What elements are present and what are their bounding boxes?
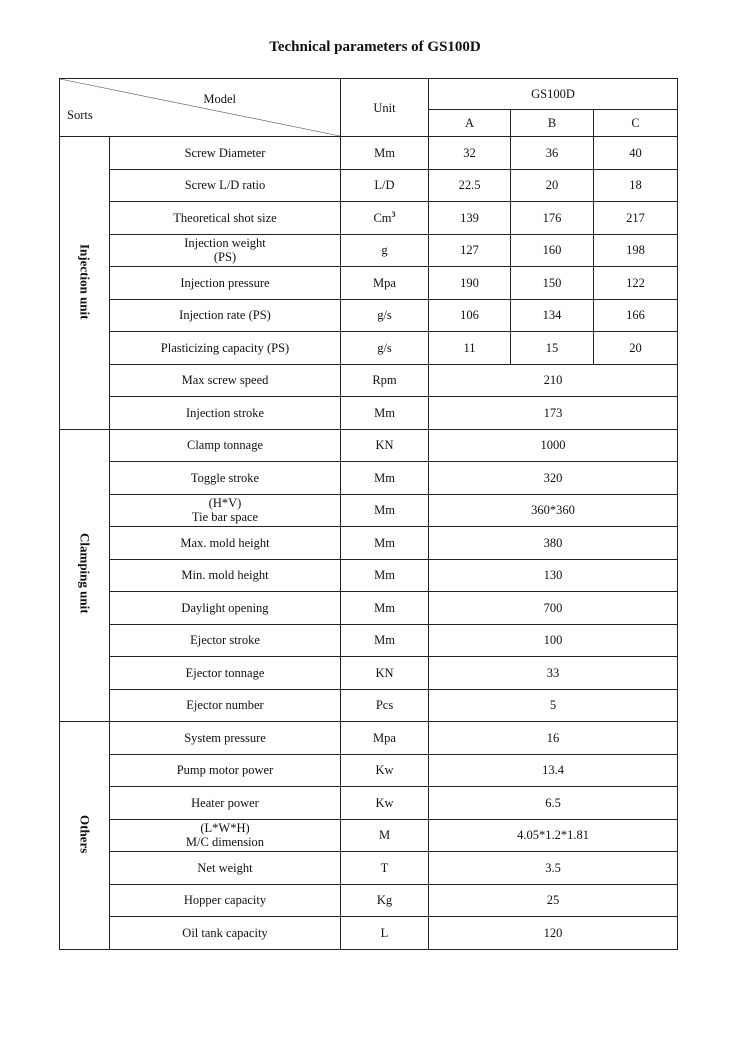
parameter-name: (L*W*H) — [200, 821, 250, 836]
parameter-cell — [110, 462, 341, 495]
table-row — [60, 169, 678, 202]
parameter-name: Screw L/D ratio — [184, 178, 266, 193]
table-row — [60, 624, 678, 657]
value-cell: 3.5 — [429, 852, 678, 885]
parameter-name: (H*V) — [208, 496, 242, 511]
unit-text: g/s — [377, 308, 392, 323]
table-row — [60, 592, 678, 625]
parameter-cell — [110, 917, 341, 950]
value-cell: 20 — [511, 169, 594, 202]
value-cell: 40 — [594, 137, 678, 170]
parameter-name: Heater power — [191, 795, 259, 810]
unit-cell — [341, 202, 429, 235]
parameter-name: Screw Diameter — [184, 145, 266, 160]
unit-text: Pcs — [375, 698, 394, 713]
unit-text: M — [378, 828, 391, 843]
unit-cell — [341, 299, 429, 332]
value-cell: 120 — [429, 917, 678, 950]
value-cell: 210 — [429, 364, 678, 397]
parameter-name: Oil tank capacity — [182, 925, 268, 940]
unit-text: Mpa — [373, 275, 396, 290]
unit-text: Cm — [373, 210, 392, 225]
value-cell: 16 — [429, 722, 678, 755]
parameter-name: Net weight — [197, 860, 253, 875]
parameter-name: Injection pressure — [180, 275, 270, 290]
unit-text: Mpa — [373, 730, 396, 745]
unit-cell — [341, 722, 429, 755]
section-label-text: Clamping unit — [77, 533, 93, 615]
table-row — [60, 364, 678, 397]
unit-text: Mm — [374, 535, 395, 550]
unit-cell — [341, 527, 429, 560]
page-title: Technical parameters of GS100D — [269, 39, 481, 55]
value-cell: 1000 — [429, 429, 678, 462]
parameter-cell — [110, 169, 341, 202]
parameter-name: Min. mold height — [181, 568, 269, 583]
value-cell: 32 — [429, 137, 511, 170]
unit-text: Mm — [374, 470, 395, 485]
parameter-cell — [110, 137, 341, 170]
parameter-name: Injection rate (PS) — [179, 308, 271, 323]
unit-cell — [341, 559, 429, 592]
sorts-label: Sorts — [67, 108, 93, 122]
unit-text: L/D — [374, 178, 395, 193]
spec-table — [59, 78, 678, 950]
value-cell: 217 — [594, 202, 678, 235]
parameter-name: Plasticizing capacity (PS) — [160, 340, 290, 355]
parameter-cell — [110, 559, 341, 592]
value-cell: 150 — [511, 267, 594, 300]
unit-text: KN — [375, 665, 394, 680]
value-cell: 360*360 — [429, 494, 678, 527]
value-cell: 18 — [594, 169, 678, 202]
value-cell: 20 — [594, 332, 678, 365]
parameter-cell — [110, 754, 341, 787]
unit-text: Kw — [375, 795, 394, 810]
unit-cell — [341, 137, 429, 170]
parameter-cell — [110, 689, 341, 722]
parameter-cell — [110, 299, 341, 332]
value-cell: 25 — [429, 884, 678, 917]
unit-text: L — [380, 925, 389, 940]
value-cell: 160 — [511, 234, 594, 267]
value-cell: 127 — [429, 234, 511, 267]
value-cell: 22.5 — [429, 169, 511, 202]
unit-text: Mm — [374, 145, 395, 160]
parameter-cell — [110, 332, 341, 365]
table-row — [60, 819, 678, 852]
unit-header: Unit — [341, 79, 429, 137]
parameter-cell — [110, 267, 341, 300]
value-cell: 5 — [429, 689, 678, 722]
value-cell: 6.5 — [429, 787, 678, 820]
value-cell: 198 — [594, 234, 678, 267]
variant-header: C — [594, 110, 678, 137]
parameter-name-line2: Tie bar space — [191, 510, 259, 525]
unit-cell — [341, 754, 429, 787]
unit-text: Kw — [375, 763, 394, 778]
unit-text: KN — [375, 438, 394, 453]
section-label — [60, 137, 110, 430]
unit-cell — [341, 332, 429, 365]
section-label — [60, 429, 110, 722]
corner-header-cell — [60, 79, 341, 137]
unit-cell — [341, 852, 429, 885]
unit-cell — [341, 819, 429, 852]
unit-cell — [341, 657, 429, 690]
value-cell: 130 — [429, 559, 678, 592]
model-name-header: GS100D — [429, 79, 678, 110]
table-row — [60, 884, 678, 917]
parameter-name: Max. mold height — [180, 535, 270, 550]
value-cell: 13.4 — [429, 754, 678, 787]
unit-text: T — [380, 860, 389, 875]
section-label-text: Injection unit — [77, 243, 93, 319]
table-row — [60, 234, 678, 267]
value-cell: 11 — [429, 332, 511, 365]
table-row — [60, 299, 678, 332]
value-cell: 4.05*1.2*1.81 — [429, 819, 678, 852]
parameter-cell — [110, 364, 341, 397]
diagonal-divider — [60, 79, 340, 136]
unit-cell — [341, 429, 429, 462]
variant-header: A — [429, 110, 511, 137]
unit-cell — [341, 364, 429, 397]
parameter-cell — [110, 494, 341, 527]
parameter-name: Toggle stroke — [190, 470, 260, 485]
value-cell: 173 — [429, 397, 678, 430]
value-cell: 190 — [429, 267, 511, 300]
unit-text: g — [381, 243, 388, 258]
table-row — [60, 267, 678, 300]
parameter-name: Max screw speed — [181, 373, 269, 388]
parameter-cell — [110, 819, 341, 852]
unit-cell — [341, 494, 429, 527]
value-cell: 122 — [594, 267, 678, 300]
parameter-cell — [110, 657, 341, 690]
parameter-name: Theoretical shot size — [173, 210, 277, 225]
unit-text: Mm — [374, 633, 395, 648]
parameter-name: Daylight opening — [181, 600, 269, 615]
value-cell: 100 — [429, 624, 678, 657]
table-row — [60, 494, 678, 527]
parameter-name: Clamp tonnage — [186, 438, 264, 453]
table-row — [60, 429, 678, 462]
value-cell: 15 — [511, 332, 594, 365]
unit-text: Mm — [374, 405, 395, 420]
unit-text: Mm — [374, 600, 395, 615]
parameter-name-line2: (PS) — [213, 250, 237, 265]
table-row — [60, 527, 678, 560]
unit-cell — [341, 884, 429, 917]
table-row — [60, 754, 678, 787]
parameter-cell — [110, 527, 341, 560]
value-cell: 106 — [429, 299, 511, 332]
value-cell: 166 — [594, 299, 678, 332]
parameter-cell — [110, 592, 341, 625]
parameter-name: Ejector stroke — [190, 633, 260, 648]
parameter-name: Injection weight — [184, 236, 266, 251]
unit-cell — [341, 917, 429, 950]
table-row — [60, 397, 678, 430]
value-cell: 134 — [511, 299, 594, 332]
section-label-text: Others — [77, 814, 93, 853]
model-label: Model — [203, 92, 236, 106]
header-row-1 — [60, 79, 678, 110]
unit-cell — [341, 234, 429, 267]
value-cell: 320 — [429, 462, 678, 495]
unit-cell — [341, 689, 429, 722]
table-row — [60, 137, 678, 170]
unit-cell — [341, 592, 429, 625]
parameter-cell — [110, 722, 341, 755]
unit-cell — [341, 787, 429, 820]
unit-cell — [341, 624, 429, 657]
table-row — [60, 787, 678, 820]
unit-cell — [341, 397, 429, 430]
parameter-cell — [110, 624, 341, 657]
value-cell: 700 — [429, 592, 678, 625]
table-row — [60, 657, 678, 690]
table-row — [60, 722, 678, 755]
section-label — [60, 722, 110, 950]
table-row — [60, 202, 678, 235]
parameter-name: Ejector number — [186, 698, 264, 713]
parameter-cell — [110, 234, 341, 267]
parameter-cell — [110, 429, 341, 462]
parameter-name: Hopper capacity — [183, 893, 267, 908]
parameter-cell — [110, 397, 341, 430]
table-row — [60, 852, 678, 885]
parameter-name-line2: M/C dimension — [185, 835, 265, 850]
unit-cell — [341, 267, 429, 300]
table-row — [60, 332, 678, 365]
unit-superscript: 3 — [391, 209, 396, 219]
unit-text: Kg — [376, 893, 393, 908]
unit-cell — [341, 462, 429, 495]
parameter-name: Pump motor power — [176, 763, 274, 778]
unit-text: Mm — [374, 568, 395, 583]
parameter-name: Injection stroke — [185, 405, 265, 420]
parameter-name: Ejector tonnage — [185, 665, 265, 680]
unit-text: g/s — [377, 340, 392, 355]
unit-text: Rpm — [372, 373, 397, 388]
table-row — [60, 559, 678, 592]
parameter-name: System pressure — [184, 730, 266, 745]
value-cell: 33 — [429, 657, 678, 690]
parameter-cell — [110, 884, 341, 917]
value-cell: 380 — [429, 527, 678, 560]
value-cell: 139 — [429, 202, 511, 235]
parameter-cell — [110, 787, 341, 820]
parameter-cell — [110, 202, 341, 235]
value-cell: 176 — [511, 202, 594, 235]
parameter-cell — [110, 852, 341, 885]
table-row — [60, 917, 678, 950]
value-cell: 36 — [511, 137, 594, 170]
variant-header: B — [511, 110, 594, 137]
unit-text: Mm — [374, 503, 395, 518]
table-row — [60, 462, 678, 495]
table-row — [60, 689, 678, 722]
unit-cell — [341, 169, 429, 202]
